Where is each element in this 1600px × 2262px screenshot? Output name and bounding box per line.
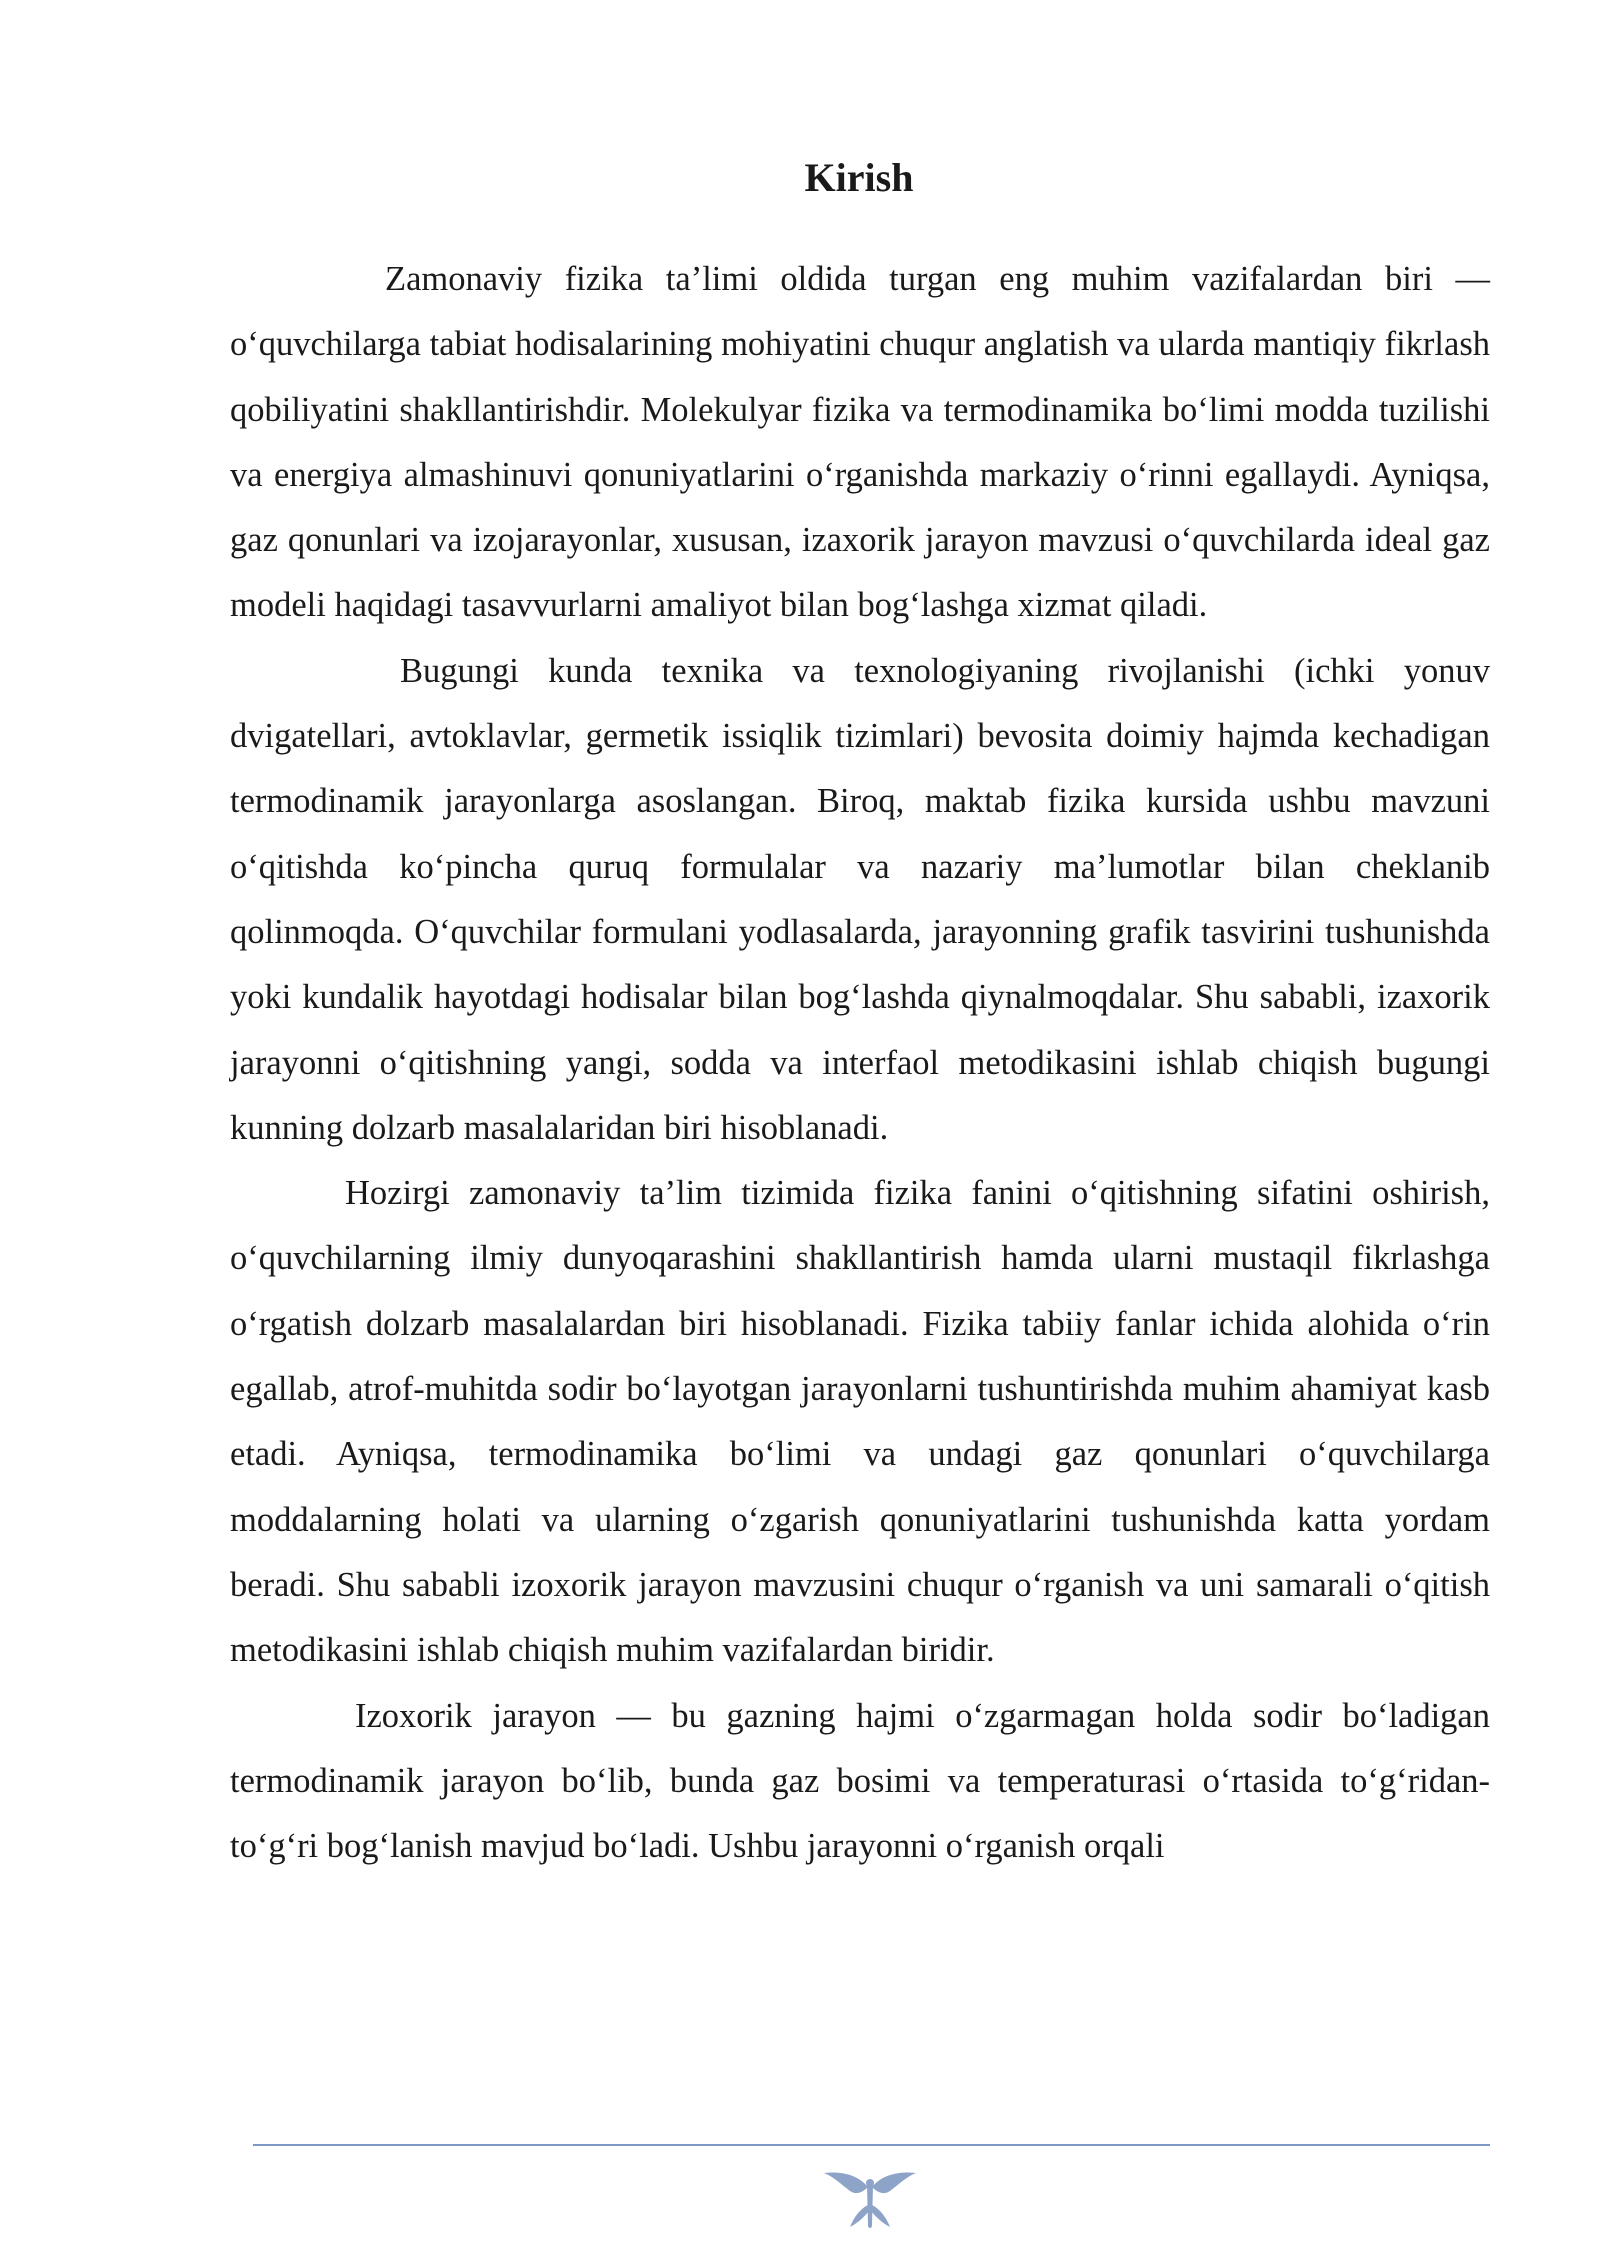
paragraph-1: Zamonaviy fizika ta’limi oldida turgan eng muhim vazifalardan biri — o‘quvchilarga tabiat hodisalarining mohiyatini chuqur anglatish va ularda mantiqiy fikrlash qobiliyatini shakllantirishdir. Molekulyar fizika va termodinamika bo‘limi modda tuzilishi va energiya almashinuvi qonuniyatlarini o‘rganishda markaziy o‘rinni egallaydi. Ayniqsa, gaz qonunlari va izojarayonlar, xususan, izaxorik jarayon mavzusi o‘quvchilarda ideal gaz modeli haqidagi tasavvurlarni amaliyot bilan bog‘lashga xizmat qiladi. <box>230 260 1490 625</box>
paragraph-2: Bugungi kunda texnika va texnologiyaning rivojlanishi (ichki yonuv dvigatellari, avtoklavlar, germetik issiqlik tizimlari) bevosita doimiy hajmda kechadigan termodinamik jarayonlarga asoslangan. Biroq, maktab fizika kursida ushbu mavzuni o‘qitishda ko‘pincha quruq formulalar va nazariy ma’lumotlar bilan cheklanib qolinmoqda. O‘quvchilar formulani yodlasalarda, jarayonning grafik tasvirini tushunishda yoki kundalik hayotdagi hodisalar bilan bog‘lashda qiynalmoqdalar. Shu sababli, izaxorik jarayonni o‘qitishning yangi, sodda va interfaol metodikasini ishlab chiqish bugungi kunning dolzarb masalalaridan biri hisoblanadi. <box>230 651 1490 1147</box>
page-title: Kirish <box>804 155 914 200</box>
paragraph-4: Izoxorik jarayon — bu gazning hajmi o‘zgarmagan holda sodir bo‘ladigan termodinamik jarayon bo‘lib, bunda gaz bosimi va temperaturasi o‘rtasida to‘g‘ridan-to‘g‘ri bog‘lanish mavjud bo‘ladi. Ushbu jarayonni o‘rganish orqali <box>230 1696 1490 1866</box>
footer-divider <box>253 2144 1490 2146</box>
paragraph-3: Hozirgi zamonaviy ta’lim tizimida fizika fanini o‘qitishning sifatini oshirish, o‘quvchilarning ilmiy dunyoqarashini shakllantirish hamda ularni mustaqil fikrlashga o‘rgatish dolzarb masalalardan biri hisoblanadi. Fizika tabiiy fanlar ichida alohida o‘rin egallab, atrof-muhitda sodir bo‘layotgan jarayonlarni tushuntirishda muhim ahamiyat kasb etadi. Ayniqsa, termodinamika bo‘limi va undagi gaz qonunlari o‘quvchilarga moddalarning holati va ularning o‘zgarish qonuniyatlarini tushunishda katta yordam beradi. Shu sababli izoxorik jarayon mavzusini chuqur o‘rganish va uni samarali o‘qitish metodikasini ishlab chiqish muhim vazifalardan biridir. <box>230 1174 1490 1670</box>
floral-ornament-icon <box>820 2165 920 2237</box>
body-text <box>230 247 1490 1879</box>
